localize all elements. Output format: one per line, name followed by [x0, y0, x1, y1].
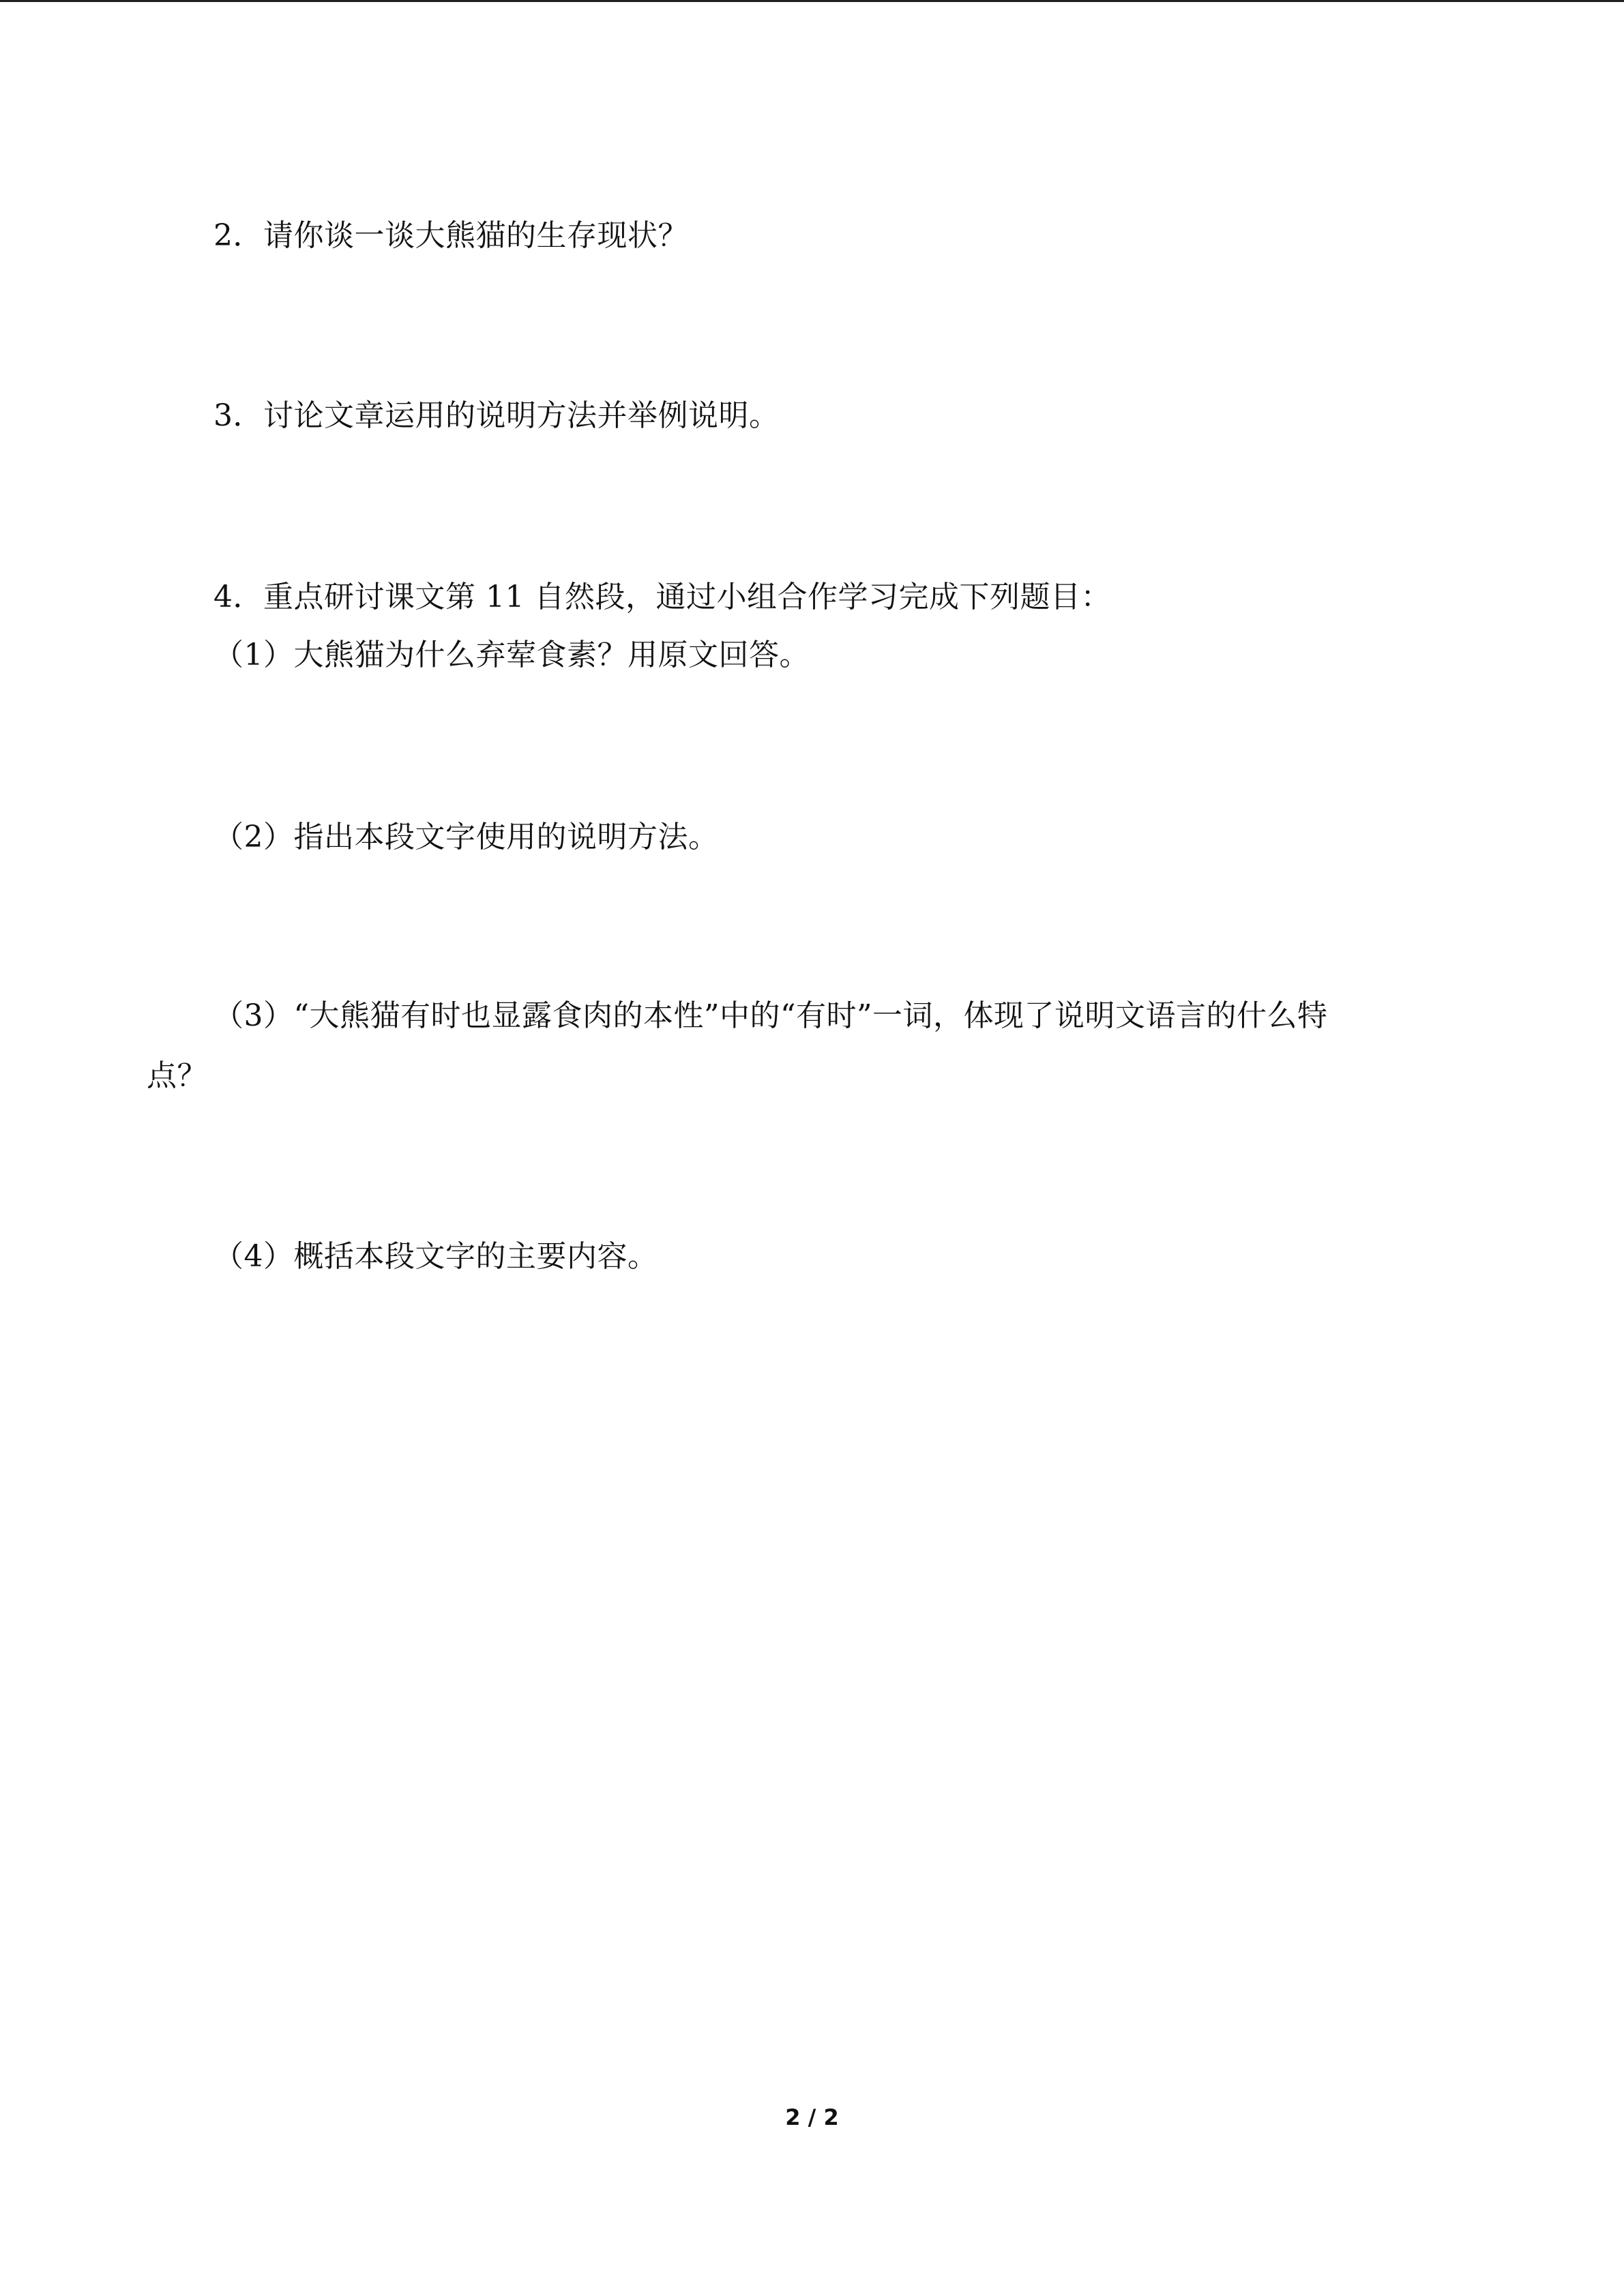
page-number: 2 / 2: [785, 2104, 839, 2130]
sub-question-3-line-1: （3）“大熊猫有时也显露食肉的本性”中的“有时”一词，体现了说明文语言的什么特: [213, 998, 1328, 1033]
sub-question-2: （2）指出本段文字使用的说明方法。: [213, 820, 719, 854]
sub-question-3-line-2: 点？: [147, 1058, 207, 1093]
sub-question-4: （4）概括本段文字的主要内容。: [213, 1239, 658, 1274]
question-4: 4．重点研讨课文第 11 自然段，通过小组合作学习完成下列题目：: [213, 580, 1111, 614]
question-2: 2．请你谈一谈大熊猫的生存现状？: [213, 218, 688, 253]
question-3: 3．讨论文章运用的说明方法并举例说明。: [213, 398, 780, 433]
sub-question-1: （1）大熊猫为什么弃荤食素？用原文回答。: [213, 638, 810, 672]
